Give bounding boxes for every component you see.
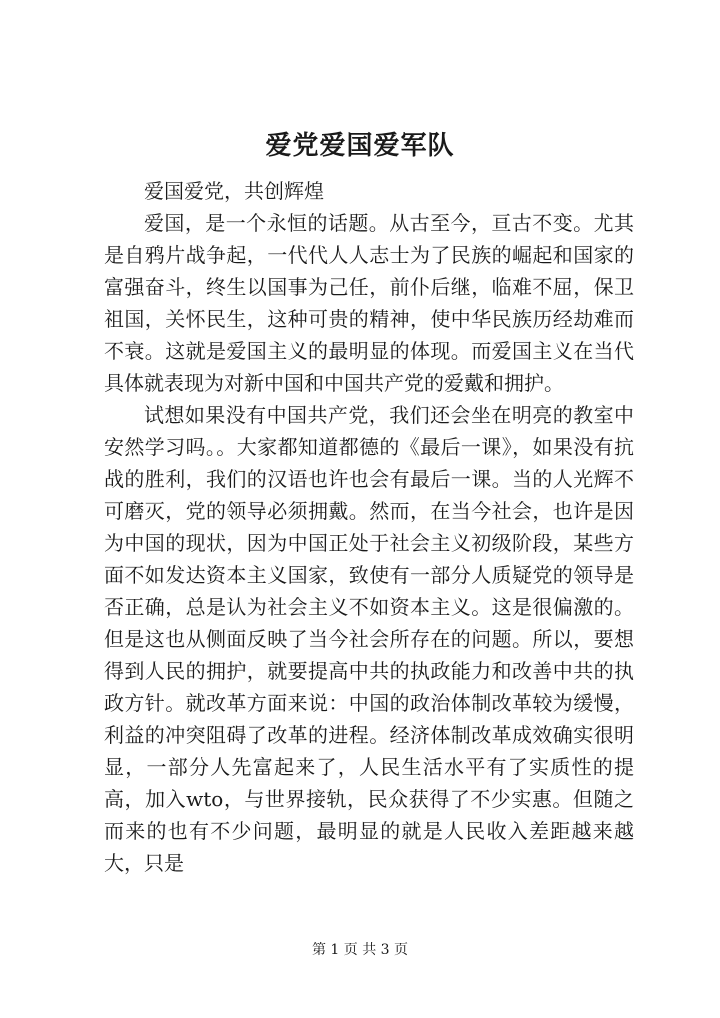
page-title: 爱党爱国爱军队 bbox=[265, 131, 455, 161]
paragraph-subtitle: 爱国爱党，共创辉煌 bbox=[144, 179, 324, 203]
document-body bbox=[104, 175, 634, 879]
page-footer: 第 1 页 共 3 页 bbox=[311, 942, 409, 958]
paragraph: 试想如果没有中国共产党，我们还会坐在明亮的教室中安然学习吗。。大家都知道都德的《最后一课》，如果没有抗战的胜利，我们的汉语也许也会有最后一课。当的人光辉不可磨灭，党的领导必须拥戴。然而，在当今社会，也许是因为中国的现状，因为中国正处于社会主义初级阶段，某些方面不如发达资本主义国家，致使有一部分人质疑党的领导是否正确，总是认为社会主义不如资本主义。这是很偏激的。但是这也从侧面反映了当今社会所存在的问题。所以，要想得到人民的拥护，就要提高中共的执政能力和改善中共的执政方针。就改革方面来说：中国的政治体制改革较为缓慢，利益的冲突阻碍了改革的进程。经济体制改革成效确实很明显，一部分人先富起来了，人民生活水平有了实质性的提高，加入wto，与世界接轨，民众获得了不少实惠。但随之而来的也有不少问题，最明显的就是人民收入差距越来越大，只是 bbox=[104, 403, 634, 875]
paragraph: 爱国，是一个永恒的话题。从古至今，亘古不变。尤其是自鸦片战争起，一代代人人志士为了民族的崛起和国家的富强奋斗，终生以国事为己任，前仆后继，临难不屈，保卫祖国，关怀民生，这种可贵的精神，使中华民族历经劫难而不衰。这就是爱国主义的最明显的体现。而爱国主义在当代具体就表现为对新中国和中国共产党的爱戴和拥护。 bbox=[104, 211, 634, 395]
